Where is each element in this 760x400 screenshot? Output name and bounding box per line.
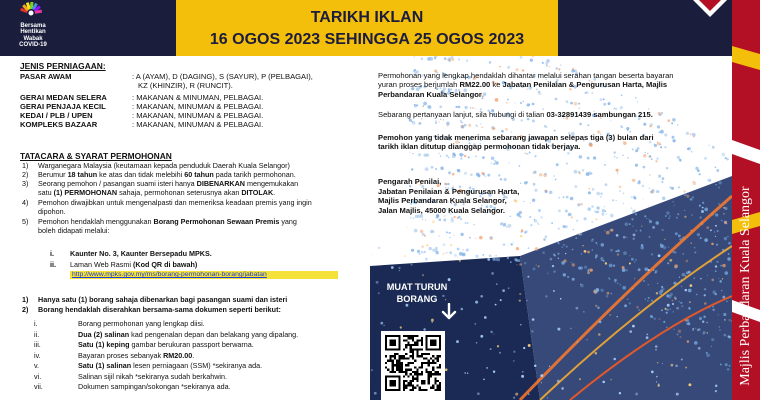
- document-number: vii.: [34, 382, 43, 391]
- signature-line: Pengarah Penilai,: [378, 177, 442, 186]
- submission-line: Permohonan yang lengkap hendaklah dihantar melalui serahan tangan beserta bayaran: [378, 71, 674, 80]
- business-value: KZ (KHINZIR), R (RUNCIT).: [138, 81, 233, 90]
- condition-text: Hanya satu (1) borang sahaja dibenarkan bagi pasangan suami dan isteri: [38, 295, 288, 304]
- document-number: v.: [34, 361, 40, 370]
- business-name: GERAI PENJAJA KECIL: [20, 102, 106, 111]
- source-text: Kaunter No. 3, Kaunter Bersepadu MPKS.: [70, 249, 212, 258]
- business-value: : MAKANAN, MINUMAN & PELBAGAI.: [132, 120, 264, 129]
- document-number: iv.: [34, 351, 41, 360]
- title-banner: [176, 0, 558, 56]
- header-bar: [0, 0, 760, 56]
- covid-logo: [4, 0, 62, 56]
- signature-line: Majlis Perbandaran Kuala Selangor,: [378, 196, 507, 206]
- term-text: Berumur 18 tahun ke atas dan tidak melebihi 60 tahun pada tarikh permohonan.: [38, 170, 296, 179]
- signature-block: [378, 177, 726, 215]
- term-text: Warganegara Malaysia (keutamaan kepada penduduk Daerah Kuala Selangor): [38, 161, 290, 170]
- contact-text: Sebarang pertanyaan lanjut, sila hubungi di talian: [378, 110, 547, 119]
- corner-badge-icon: [693, 0, 727, 17]
- condition-text: Borang hendaklah diserahkan bersama-sama dokumen seperti berikut:: [38, 305, 281, 314]
- business-value: : MAKANAN, MINUMAN & PELBAGAI.: [132, 111, 264, 120]
- ad-date-title: TARIKH IKLAN: [310, 9, 424, 26]
- down-arrow-icon: [440, 303, 458, 321]
- document-text: Dua (2) salinan kad pengenalan depan dan belakang yang dipalang.: [78, 330, 299, 339]
- qr-code-icon: [385, 335, 441, 391]
- document-text: Satu (1) keping gambar berukuran passport berwarna.: [78, 340, 254, 349]
- term-text: Pemohon hendaklah menggunakan Borang Permohonan Sewaan Premis yang: [38, 217, 297, 226]
- document-text: Borang permohonan yang lengkap diisi.: [78, 319, 205, 328]
- covid-logo-icon: [13, 1, 49, 23]
- document-number: vi.: [34, 372, 42, 381]
- logo-line: Hentikan: [20, 29, 46, 36]
- document-number: ii.: [34, 330, 40, 339]
- document-number: i.: [34, 319, 38, 328]
- rejection-line: tarikh iklan ditutup dianggap permohonan tidak berjaya.: [378, 142, 581, 152]
- term-text: boleh didapati melalui:: [38, 226, 110, 235]
- source-number: ii.: [50, 260, 56, 269]
- submission-line: yuran proses berjumlah RM22.00 ke Jabatan Penilaian & Pengurusan Harta, Majlis: [378, 80, 668, 90]
- document-text: Satu (1) salinan lesen perniagaan (SSM) *sekiranya ada.: [78, 361, 263, 370]
- ad-date-range: 16 OGOS 2023 SEHINGGA 25 OGOS 2023: [209, 31, 525, 48]
- document-number: iii.: [34, 340, 41, 349]
- term-text: Seorang pemohon / pasangan suami isteri hanya DIBENARKAN mengemukakan: [38, 179, 299, 188]
- business-name: GERAI MEDAN SELERA: [20, 93, 107, 102]
- download-label-line: MUAT TURUN: [386, 282, 448, 292]
- covid-logo-text: [5, 23, 61, 49]
- business-types-heading: JENIS PERNIAGAAN:: [20, 61, 106, 71]
- logo-line: Wabak: [23, 35, 43, 42]
- logo-line: Bersama: [20, 23, 46, 29]
- submission-line: Perbandaran Kuala Selangor.: [378, 89, 484, 99]
- qr-code[interactable]: [381, 331, 445, 400]
- signature-line: Jalan Majlis, 45000 Kuala Selangor.: [378, 205, 506, 215]
- source-text: Laman Web Rasmi (Kod QR di bawah): [70, 260, 198, 269]
- term-number: 3): [22, 179, 29, 188]
- contact-paragraph: [378, 110, 726, 119]
- document-text: Bayaran proses sebanyak RM20.00.: [78, 351, 195, 360]
- condition-number: 1): [22, 295, 29, 304]
- rejection-line: Pemohon yang tidak menerima sebarang jawapan selepas tiga (3) bulan dari: [378, 133, 654, 142]
- council-name-vertical: Majlis Perbandaran Kuala Selangor: [738, 186, 753, 386]
- business-value: : A (AYAM), D (DAGING), S (SAYUR), P (PELBAGAI),: [132, 72, 313, 81]
- source-number: i.: [50, 249, 54, 258]
- term-text: Pemohon diwajibkan untuk mengenalpasti dan memeriksa keadaan premis yang ingin: [38, 198, 312, 207]
- term-number: 4): [22, 198, 29, 207]
- terms-heading: TATACARA & SYARAT PERMOHONAN: [20, 151, 172, 161]
- download-label-line: BORANG: [396, 294, 438, 304]
- business-value: : MAKANAN & MINUMAN, PELBAGAI.: [132, 93, 264, 102]
- term-number: 2): [22, 170, 29, 179]
- side-band: [732, 0, 760, 400]
- contact-phone: 03-32891439 sambungan 215.: [546, 110, 653, 119]
- download-form-label: [381, 281, 453, 305]
- business-name: KEDAI / PLB / UPEN: [20, 111, 93, 120]
- submission-paragraph: [378, 71, 726, 99]
- condition-number: 2): [22, 305, 29, 314]
- term-number: 5): [22, 217, 29, 226]
- term-text: dipohon.: [38, 207, 66, 216]
- term-text: satu (1) PERMOHONAN sahaja, permohonan seterusnya akan DITOLAK.: [38, 188, 276, 197]
- form-download-link[interactable]: http://www.mpks.gov.my/ms/borang-permohonan-borang/jabatan: [70, 271, 338, 279]
- document-text: Dokumen sampingan/sokongan *sekiranya ada.: [78, 382, 231, 391]
- logo-line: COVID-19: [19, 42, 47, 49]
- rejection-paragraph: [378, 133, 726, 152]
- term-number: 1): [22, 161, 29, 170]
- document-text: Salinan sijil nikah *sekiranya sudah berkahwin.: [78, 372, 228, 381]
- signature-line: Jabatan Penilaian & Pengurusan Harta,: [378, 186, 520, 196]
- business-value: : MAKANAN, MINUMAN & PELBAGAI.: [132, 102, 264, 111]
- business-name: PASAR AWAM: [20, 72, 72, 81]
- business-name: KOMPLEKS BAZAAR: [20, 120, 98, 129]
